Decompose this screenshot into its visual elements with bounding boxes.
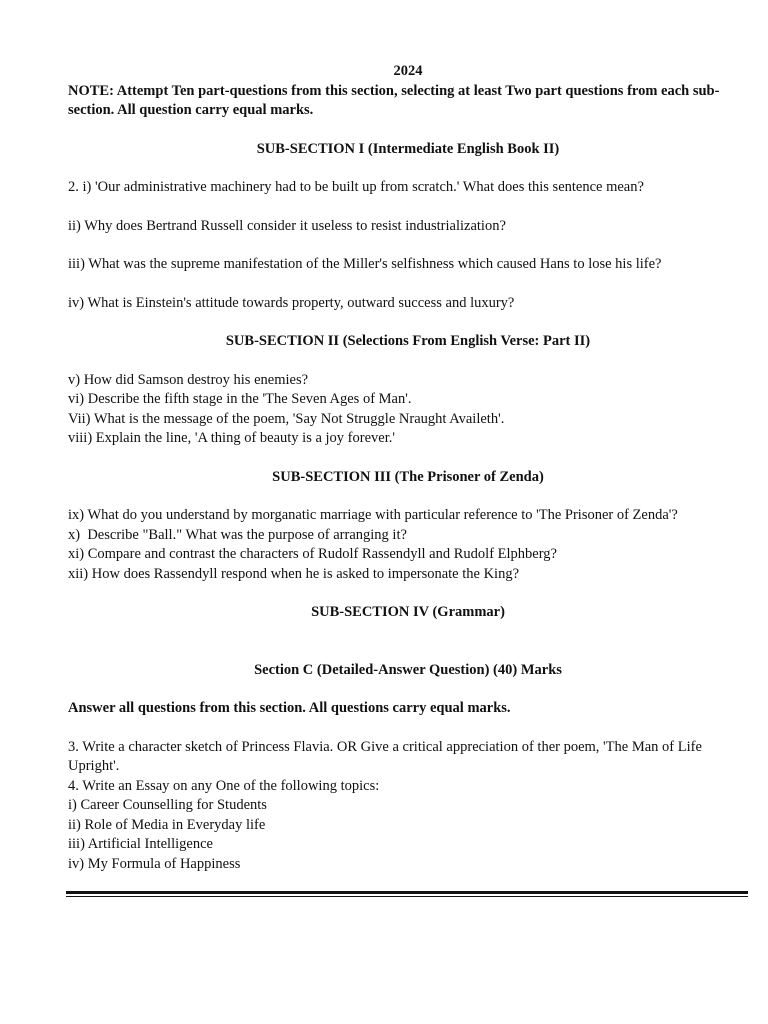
bottom-rule-thin (66, 896, 748, 897)
section-note: NOTE: Attempt Ten part-questions from this section, selecting at least Two part questions from each sub-section. All question carry equal marks. (68, 82, 720, 118)
essay-topic-1: i) Career Counselling for Students (68, 797, 267, 813)
bottom-double-rule (66, 891, 748, 897)
question-2-viii: viii) Explain the line, 'A thing of beauty is a joy forever.' (68, 430, 395, 446)
question-2-ix: ix) What do you understand by morganatic marriage with particular reference to 'The Prisoner of Zenda'? (68, 507, 678, 523)
sub-section-1-title: SUB-SECTION I (Intermediate English Book II) (256, 140, 560, 157)
question-2-v: v) How did Samson destroy his enemies? (68, 371, 309, 388)
question-3: 3. Write a character sketch of Princess Flavia. OR Give a critical appreciation of ther poem, 'The Man of Life Upright'. (68, 738, 702, 774)
exam-page (68, 62, 748, 874)
sub-section-2-title: SUB-SECTION II (Selections From English Verse: Part II) (225, 333, 591, 349)
question-2-x: x) Describe "Ball." What was the purpose of arranging it? (68, 526, 407, 543)
essay-topic-2: ii) Role of Media in Everyday life (68, 816, 266, 833)
question-2-iv: iv) What is Einstein's attitude towards property, outward success and luxury? (68, 294, 515, 311)
question-2-iii: iii) What was the supreme manifestation of the Miller's selfishness which caused Hans to lose his life? (68, 256, 662, 272)
question-2-vii: Vii) What is the message of the poem, 'Say Not Struggle Nraught Availeth'. (68, 410, 505, 427)
question-2-ii: ii) Why does Bertrand Russell consider it useless to resist industrialization? (68, 217, 506, 234)
question-2-i: 2. i) 'Our administrative machinery had to be built up from scratch.' What does this sentence mean? (68, 179, 644, 195)
exam-year: 2024 (393, 63, 423, 79)
section-c-instruction: Answer all questions from this section. All questions carry equal marks. (68, 700, 511, 716)
sub-section-4-title: SUB-SECTION IV (Grammar) (311, 604, 505, 620)
sub-section-3-title: SUB-SECTION III (The Prisoner of Zenda) (272, 468, 544, 485)
question-2-xii: xii) How does Rassendyll respond when he is asked to impersonate the King? (68, 565, 520, 582)
essay-topic-3: iii) Artificial Intelligence (68, 836, 213, 852)
question-2-xi: xi) Compare and contrast the characters of Rudolf Rassendyll and Rudolf Elphberg? (68, 546, 557, 562)
section-c-title: Section C (Detailed-Answer Question) (40) Marks (254, 661, 562, 678)
essay-topic-4: iv) My Formula of Happiness (68, 855, 241, 872)
question-4: 4. Write an Essay on any One of the following topics: (68, 777, 380, 794)
bottom-rule-thick (66, 891, 748, 894)
question-2-vi: vi) Describe the fifth stage in the 'The Seven Ages of Man'. (68, 391, 412, 407)
